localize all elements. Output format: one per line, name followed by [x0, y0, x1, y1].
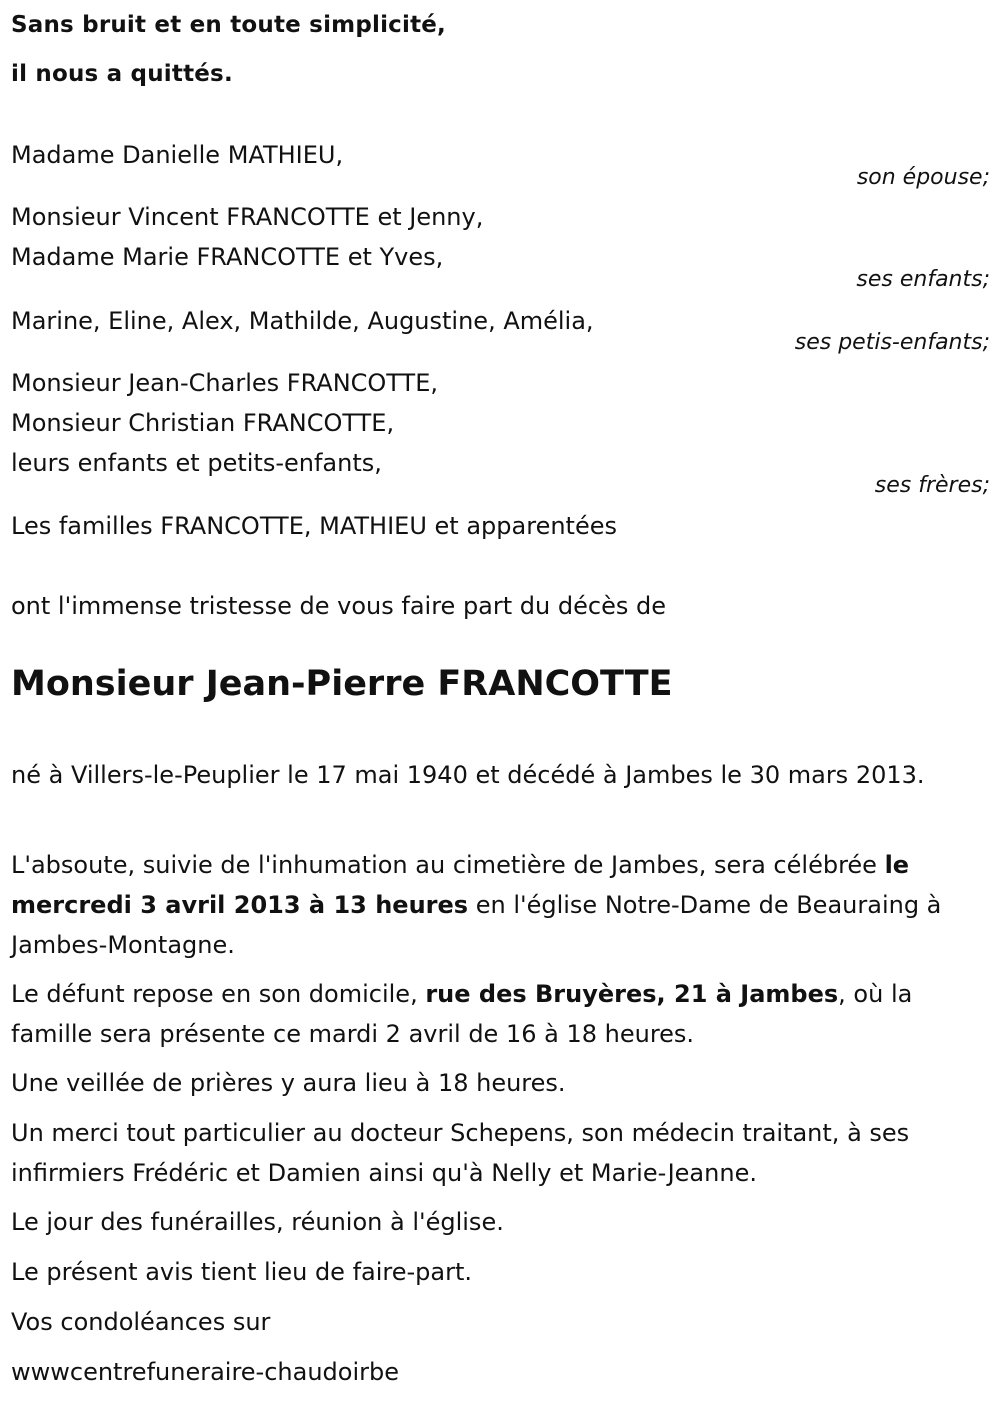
deceased-name: Monsieur Jean-Pierre FRANCOTTE: [11, 664, 673, 704]
vigil-paragraph: Une veillée de prières y aura lieu à 18 heures.: [11, 1069, 566, 1097]
home-address: rue des Bruyères, 21 à Jambes: [425, 980, 839, 1008]
notice-paragraph: Le présent avis tient lieu de faire-part.: [11, 1258, 473, 1286]
child-1: Monsieur Vincent FRANCOTTE et Jenny,: [11, 203, 484, 231]
home-text-2: , où la famille sera présente ce mardi 2 avril de 16 à 18 heures.: [11, 980, 913, 1048]
brothers-relation: ses frères;: [874, 473, 990, 498]
child-2: Madame Marie FRANCOTTE et Yves,: [11, 243, 444, 271]
home-text-1: Le défunt repose en son domicile,: [11, 980, 426, 1008]
ceremony-date: le mercredi 3 avril 2013 à 13 heures: [11, 851, 910, 919]
ceremony-paragraph: [11, 845, 996, 965]
brother-2: Monsieur Christian FRANCOTTE,: [11, 409, 395, 437]
thanks-paragraph: Un merci tout particulier au docteur Schepens, son médecin traitant, à ses infirmiers Frédéric et Damien ainsi qu'à Nelly et Marie-Jeanne.: [11, 1119, 910, 1187]
birth-death-paragraph: né à Villers-le-Peuplier le 17 mai 1940 et décédé à Jambes le 30 mars 2013.: [11, 761, 925, 789]
condolences-paragraph: Vos condoléances sur: [11, 1308, 271, 1336]
children-relation: ses enfants;: [856, 267, 990, 292]
brothers-descendants: leurs enfants et petits-enfants,: [11, 449, 382, 477]
grandchildren-relation: ses petis-enfants;: [794, 330, 990, 355]
ceremony-text-1: L'absoute, suivie de l'inhumation au cimetière de Jambes, sera célébrée: [11, 851, 885, 879]
brother-1: Monsieur Jean-Charles FRANCOTTE,: [11, 369, 438, 397]
announcement: ont l'immense tristesse de vous faire part du décès de: [11, 592, 666, 620]
spouse-relation: son épouse;: [856, 165, 990, 190]
intro-line-1: Sans bruit et en toute simplicité,: [11, 12, 446, 38]
home-paragraph: [11, 974, 996, 1054]
website-link[interactable]: wwwcentrefuneraire-chaudoirbe: [11, 1358, 399, 1386]
ceremony-text-2: en l'église Notre-Dame de Beauraing à Jambes-Montagne.: [11, 891, 942, 959]
grandchildren: Marine, Eline, Alex, Mathilde, Augustine, Amélia,: [11, 307, 594, 335]
meeting-paragraph: Le jour des funérailles, réunion à l'église.: [11, 1208, 504, 1236]
intro-line-2: il nous a quittés.: [11, 61, 233, 87]
extended-families: Les familles FRANCOTTE, MATHIEU et apparentées: [11, 512, 617, 540]
spouse-name: Madame Danielle MATHIEU,: [11, 141, 344, 169]
